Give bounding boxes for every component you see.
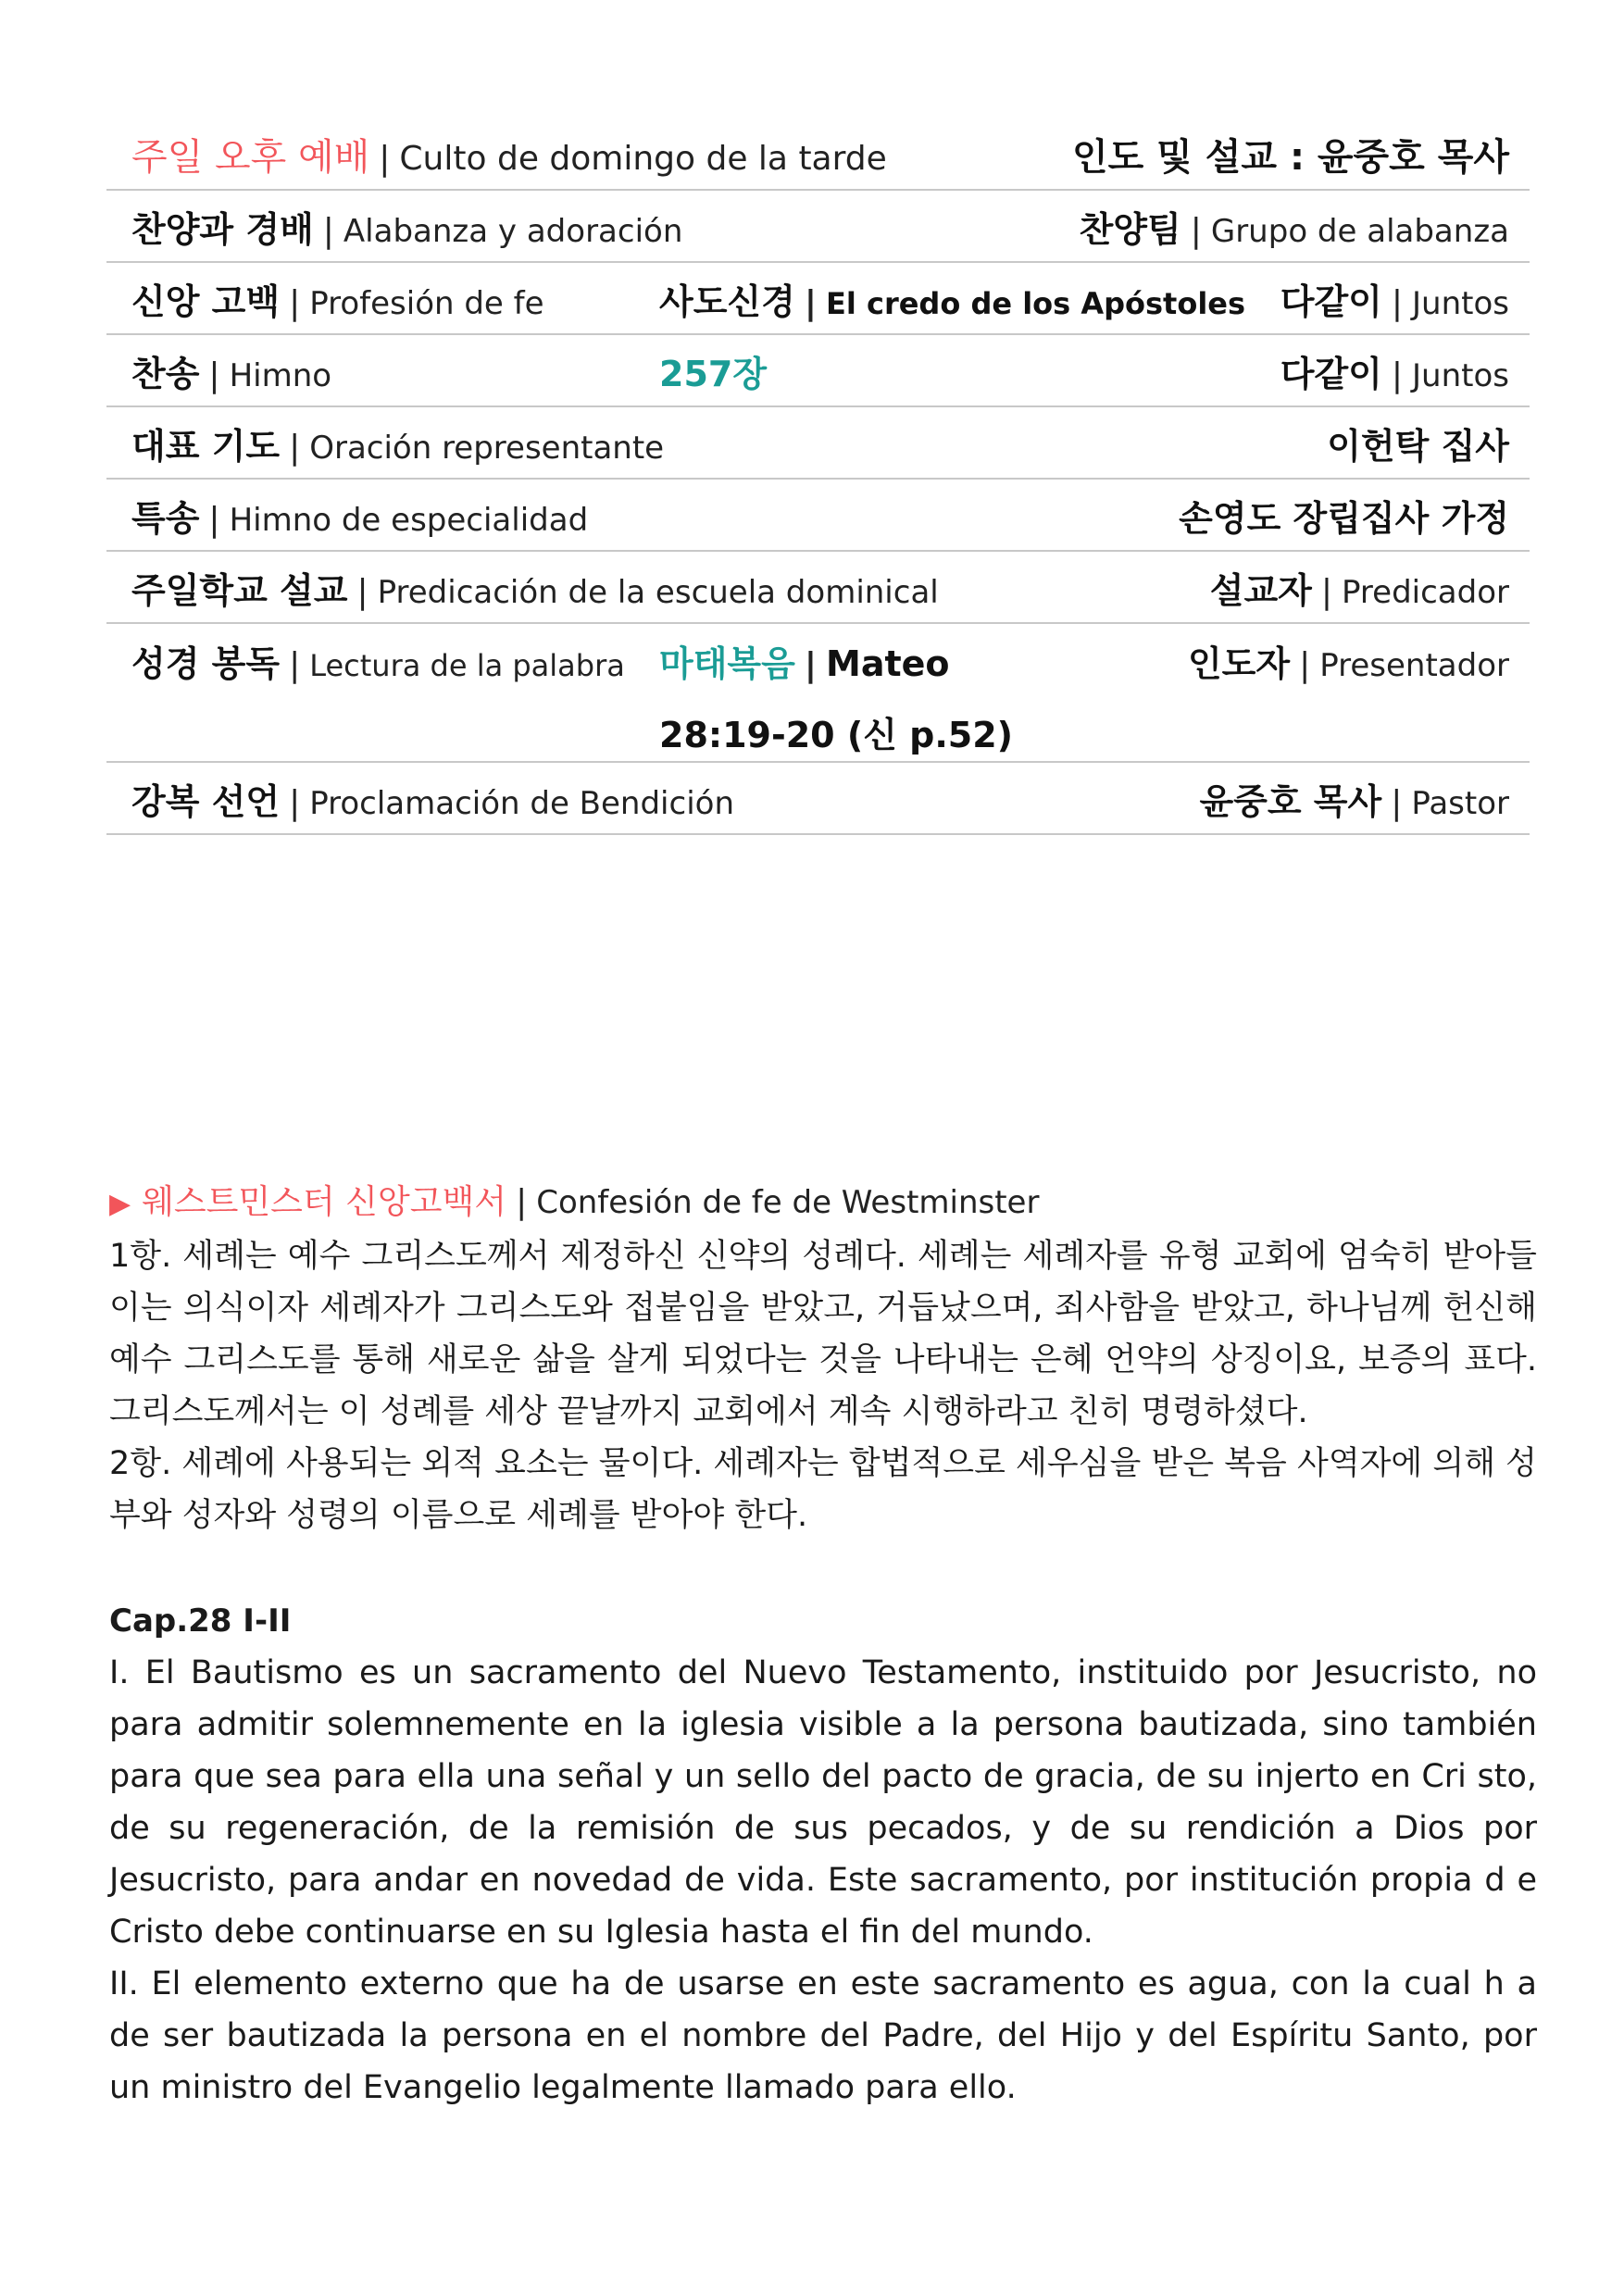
confession-title: ▶ 웨스트민스터 신앙고백서 | Confesión de fe de Westminster — [109, 1183, 1040, 1221]
order-row: 성경 봉독 | Lectura de la palabra 마태복음 | Mateo 28:19-20 (신 p.52) 인도자 | Presentador — [106, 624, 1530, 763]
item-es: Lectura de la palabra — [309, 648, 625, 683]
service-title-ko: 주일 오후 예배 — [131, 135, 370, 179]
order-row: 대표 기도 | Oración representante 이헌탁 집사 — [106, 407, 1530, 480]
person-es: Grupo de alabanza — [1210, 212, 1509, 250]
triangle-marker-icon: ▶ — [109, 1188, 131, 1220]
item-es: Proclamación de Bendición — [309, 784, 734, 822]
chapter-heading: Cap.28 I-II — [109, 1603, 292, 1640]
creed-es: El credo de los Apóstoles — [826, 285, 1246, 321]
person-ko: 이헌탁 집사 — [1327, 425, 1509, 467]
item-es: Alabanza y adoración — [343, 212, 683, 250]
item-es: Himno de especialidad — [229, 501, 589, 539]
person-es: Predicador — [1342, 573, 1509, 611]
order-row: 찬송 | Himno 257장 다같이 | Juntos — [106, 335, 1530, 407]
service-title-es: Culto de domingo de la tarde — [399, 139, 887, 178]
scripture-reference: 28:19-20 (신 p.52) — [659, 715, 1014, 755]
scripture-book-es: Mateo — [826, 643, 950, 684]
order-row: 주일학교 설교 | Predicación de la escuela dominical 설교자 | Predicador — [106, 552, 1530, 624]
paragraph-es-2: II. El elemento externo que ha de usarse en este sacramento es agua, con la cual h a de ser bautizada la persona en el nombre del Padre, del Hijo y del Espíritu Santo, por un ministro del Evangelio legalmente llamado para ello. — [109, 1965, 1537, 2106]
person-ko: 다같이 — [1280, 281, 1382, 322]
confession-title-ko: 웨스트민스터 신앙고백서 — [142, 1183, 507, 1221]
confession-title-es: Confesión de fe de Westminster — [536, 1184, 1040, 1221]
person-es: Presentador — [1319, 647, 1509, 684]
order-of-service — [106, 118, 1530, 835]
item-es: Oración representante — [309, 429, 665, 467]
confession-section — [109, 1176, 1537, 2114]
person-ko: 다같이 — [1280, 353, 1382, 394]
order-row: 신앙 고백 | Profesión de fe 사도신경 | El credo de los Apóstoles 다같이 | Juntos — [106, 263, 1530, 335]
paragraph-ko-1: 1항. 세례는 예수 그리스도께서 제정하신 신약의 성례다. 세례는 세례자를 유형 교회에 엄숙히 받아들이는 의식이자 세례자가 그리스도와 접붙임을 받았고, 거듭났으며, 죄사함을 받았고, 하나님께 헌신해 예수 그리스도를 통해 새로운 삶을 살게 되었다는 것을 나타내는 은혜 언약의 상징이요, 보증의 표다. 그리스도께서는 이 성례를 세상 끝날까지 교회에서 계속 시행하라고 친히 명령하셨다. — [109, 1238, 1537, 1430]
item-ko: 찬양과 경배 — [131, 208, 314, 250]
service-leader: 인도 및 설교 : 윤중호 목사 — [1071, 135, 1509, 179]
person-es: Juntos — [1412, 284, 1509, 322]
paragraph-ko-2: 2항. 세례에 사용되는 외적 요소는 물이다. 세례자는 합법적으로 세우심을 받은 복음 사역자에 의해 성부와 성자와 성령의 이름으로 세례를 받아야 한다. — [109, 1445, 1537, 1534]
item-es: Profesión de fe — [309, 284, 544, 322]
item-ko: 찬송 — [131, 353, 200, 394]
hymn-number: 257장 — [659, 353, 768, 394]
item-ko: 특송 — [131, 497, 200, 539]
order-row: 강복 선언 | Proclamación de Bendición 윤중호 목사 | Pastor — [106, 763, 1530, 835]
item-ko: 강복 선언 — [131, 780, 281, 822]
person-ko: 찬양팀 — [1079, 208, 1181, 250]
person-ko: 인도자 — [1187, 643, 1291, 684]
item-ko: 성경 봉독 — [131, 643, 281, 684]
person-es: Pastor — [1411, 784, 1509, 822]
service-header — [106, 118, 1530, 191]
item-ko: 신앙 고백 — [131, 281, 281, 322]
order-row: 특송 | Himno de especialidad 손영도 장립집사 가정 — [106, 480, 1530, 552]
item-ko: 주일학교 설교 — [131, 569, 348, 611]
scripture-book-ko: 마태복음 — [659, 643, 795, 684]
separator: | — [379, 139, 391, 178]
creed-ko: 사도신경 — [659, 281, 795, 322]
order-row: 찬양과 경배 | Alabanza y adoración 찬양팀 | Grupo de alabanza — [106, 191, 1530, 263]
person-es: Juntos — [1412, 356, 1509, 394]
item-ko: 대표 기도 — [131, 425, 281, 467]
person-ko: 윤중호 목사 — [1199, 780, 1382, 822]
person-ko: 설교자 — [1209, 569, 1312, 611]
item-es: Himno — [229, 356, 332, 394]
item-es: Predicación de la escuela dominical — [377, 573, 939, 611]
person-ko: 손영도 장립집사 가정 — [1179, 497, 1509, 539]
paragraph-es-1: I. El Bautismo es un sacramento del Nuevo Testamento, instituido por Jesucristo, no para admitir solemnemente en la iglesia visible a la persona bautizada, sino también para que sea para ella una señal y un sello del pacto de gracia, de su injerto en Cri sto, de su regeneración, de la remisión de sus pecados, y de su rendición a Dios por Jesucristo, para andar en novedad de vida. Este sacramento, por institución propia d e Cristo debe continuarse en su Iglesia hasta el fin del mundo. — [109, 1654, 1537, 1951]
